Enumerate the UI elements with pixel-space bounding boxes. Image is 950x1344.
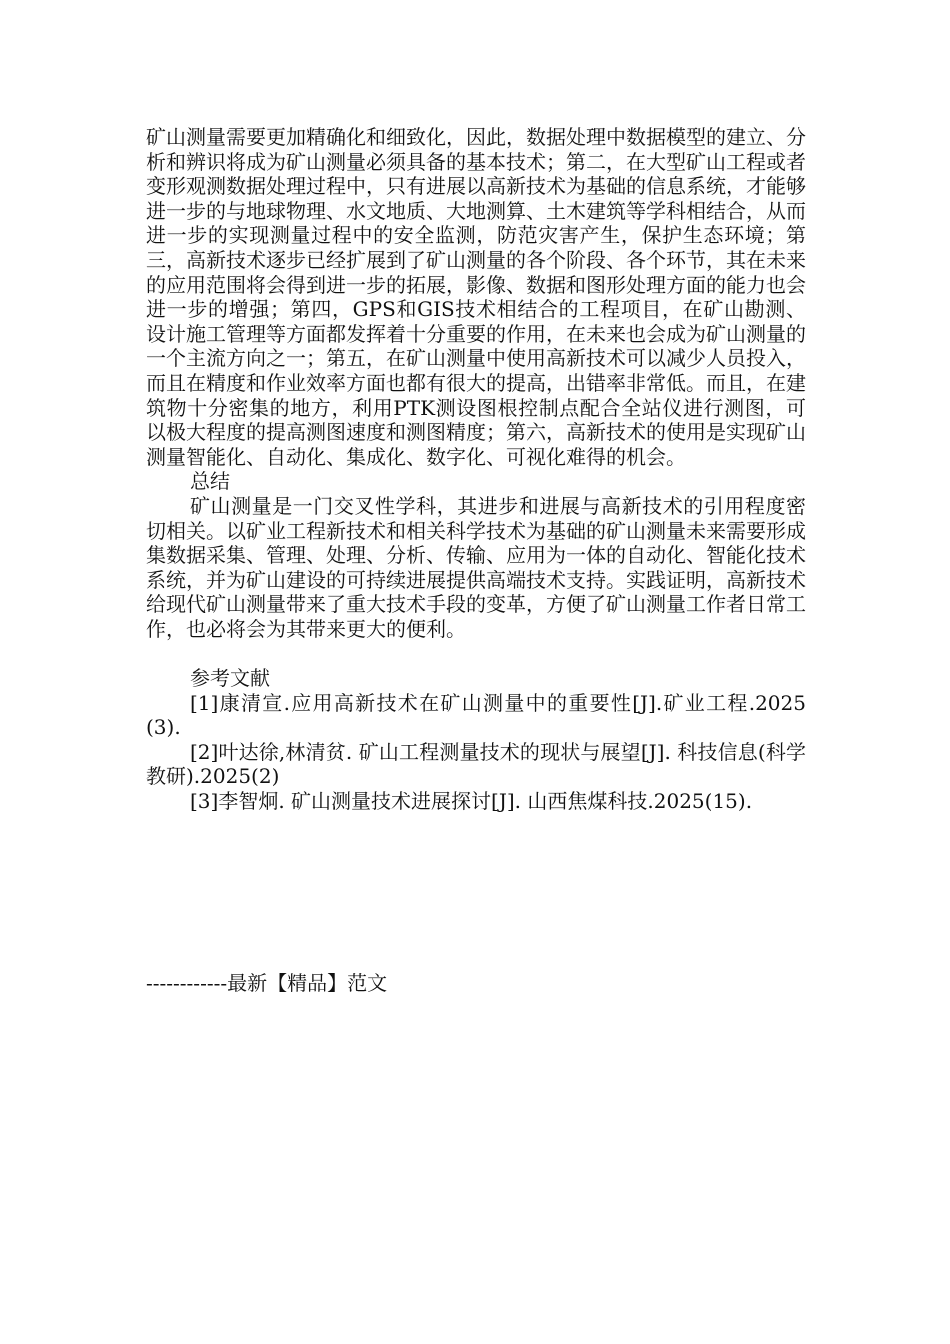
reference-item-3: [3]李智炯. 矿山测量技术进展探讨[J]. 山西焦煤科技.2025(15). [190,789,753,814]
reference-item-1: [1]康清宣.应用高新技术在矿山测量中的重要性[J].矿业工程.2025(3). [146,690,806,740]
summary-paragraph: 矿山测量是一门交叉性学科，其进步和进展与高新技术的引用程度密切相关。以矿业工程新技术和相关科学技术为基础的矿山测量未来需要形成集数据采集、管理、处理、分析、传输、应用为一体的自动化、智能化技术系统，并为矿山建设的可持续进展提供高端技术支持。实践证明，高新技术给现代矿山测量带来了重大技术手段的变革，方便了矿山测量工作者日常工作，也必将会为其带来更大的便利。 [146,493,806,641]
footer-text: ------------最新【精品】范文 [146,971,388,995]
body-paragraph: 矿山测量需要更加精确化和细致化，因此，数据处理中数据模型的建立、分析和辨识将成为矿山测量必须具备的基本技术；第二，在大型矿山工程或者变形观测数据处理过程中，只有进展以高新技术为基础的信息系统，才能够进一步的与地球物理、水文地质、大地测算、土木建筑等学科相结合，从而进一步的实现测量过程中的安全监测，防范灾害产生，保护生态环境；第三，高新技术逐步已经扩展到了矿山测量的各个阶段、各个环节，其在未来的应用范围将会得到进一步的拓展，影像、数据和图形处理方面的能力也会进一步的增强；第四，GPS和GIS技术相结合的工程项目，在矿山勘测、设计施工管理等方面都发挥着十分重要的作用，在未来也会成为矿山测量的一个主流方向之一；第五，在矿山测量中使用高新技术可以减少人员投入，而且在精度和作业效率方面也都有很大的提高，出错率非常低。而且，在建筑物十分密集的地方，利用PTK测设图根控制点配合全站仪进行测图，可以极大程度的提高测图速度和测图精度；第六，高新技术的使用是实现矿山测量智能化、自动化、集成化、数字化、可视化难得的机会。 [146,125,806,469]
summary-heading: 总结 [190,469,230,494]
references-heading: 参考文献 [190,666,270,691]
section-spacer [146,641,806,666]
document-body [146,125,806,814]
reference-item-2: [2]叶达徐,林清贫. 矿山工程测量技术的现状与展望[J]. 科技信息(科学教研).2025(2) [146,739,806,789]
